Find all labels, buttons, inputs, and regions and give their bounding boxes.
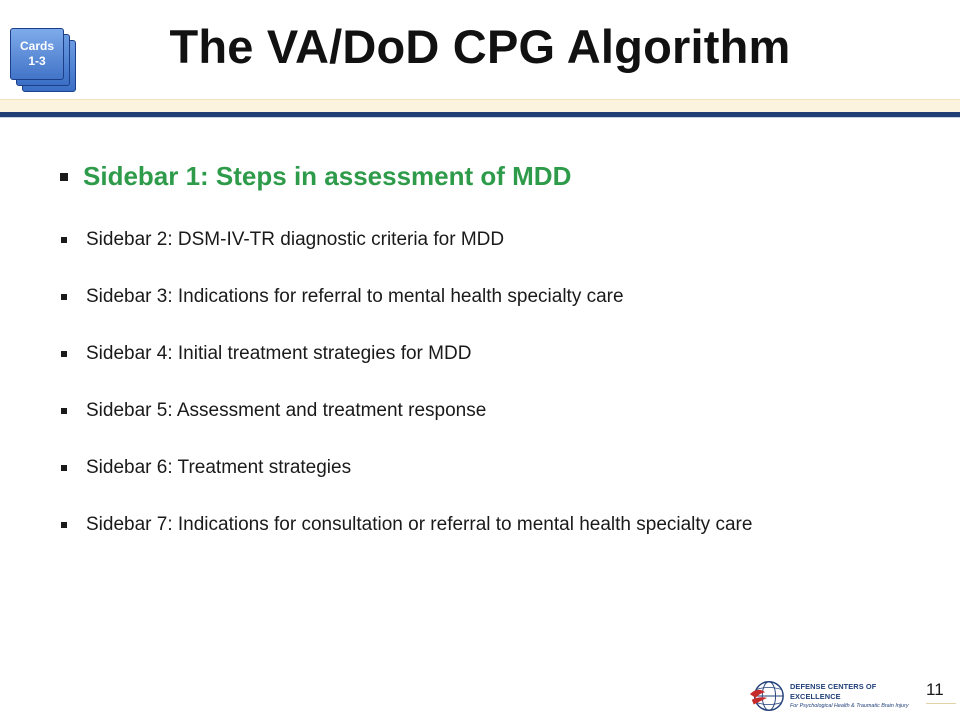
slide-title: The VA/DoD CPG Algorithm: [169, 20, 791, 73]
square-bullet-icon: [61, 351, 67, 357]
bullet-item-sidebar-2: [58, 229, 504, 251]
dcoe-logo: [748, 676, 920, 716]
square-bullet-icon: [61, 408, 67, 414]
bullet-text: Sidebar 3: Indications for referral to mental health specialty care: [86, 286, 624, 307]
bullet-item-sidebar-7: [58, 514, 752, 536]
globe-eagle-icon: [748, 677, 786, 715]
bullet-item-sidebar-3: [58, 286, 624, 308]
logo-main-text: DEFENSE CENTERS OF EXCELLENCE: [790, 682, 877, 701]
square-bullet-icon: [61, 522, 67, 528]
header-rule-thin: [0, 117, 960, 118]
footer-line: [926, 703, 956, 704]
header-band: [0, 99, 960, 113]
bullet-item-sidebar-5: [58, 400, 486, 422]
cards-badge-line1: Cards: [19, 39, 54, 53]
bullet-item-sidebar-6: [58, 457, 351, 479]
square-bullet-icon: [60, 173, 68, 181]
cards-badge-line2: 1-3: [28, 54, 46, 68]
logo-text: [790, 682, 920, 710]
square-bullet-icon: [61, 294, 67, 300]
bullet-text: Sidebar 1: Steps in assessment of MDD: [83, 161, 572, 191]
bullet-text: Sidebar 6: Treatment strategies: [86, 457, 352, 478]
square-bullet-icon: [61, 237, 67, 243]
page-number: 11: [926, 680, 944, 699]
bullet-text: Sidebar 7: Indications for consultation or referral to mental health specialty care: [86, 514, 753, 535]
square-bullet-icon: [61, 465, 67, 471]
bullet-item-sidebar-1: [58, 161, 571, 192]
bullet-item-sidebar-4: [58, 343, 471, 365]
bullet-text: Sidebar 4: Initial treatment strategies for MDD: [86, 343, 472, 364]
logo-sub-text: For Psychological Health & Traumatic Brain Injury: [790, 703, 909, 709]
bullet-text: Sidebar 5: Assessment and treatment response: [86, 400, 487, 421]
bullet-text: Sidebar 2: DSM-IV-TR diagnostic criteria for MDD: [86, 229, 505, 250]
